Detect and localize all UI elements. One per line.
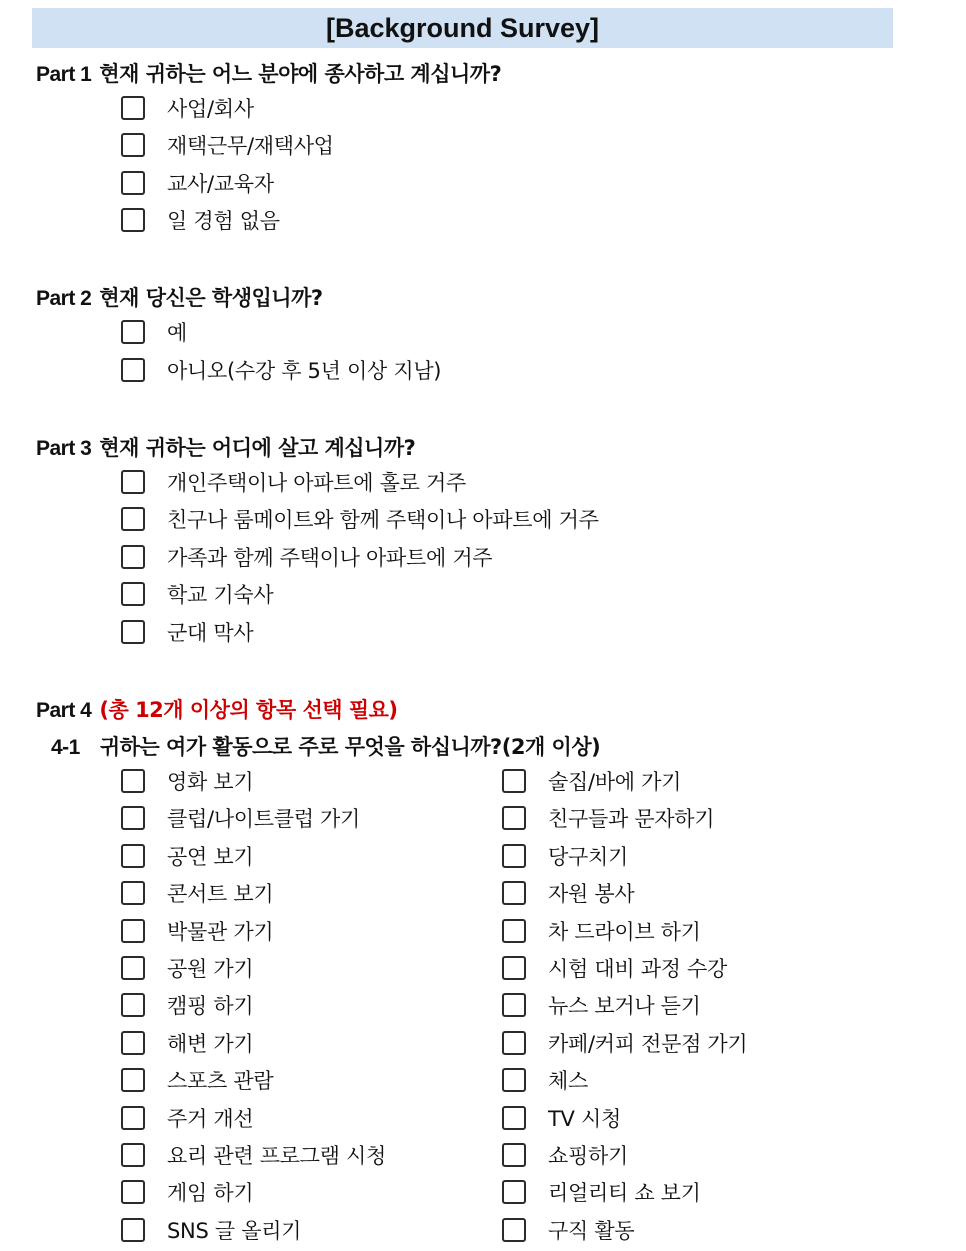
checkbox[interactable] (502, 919, 526, 943)
option-label: 박물관 가기 (167, 920, 274, 944)
q41-right-option[interactable] (502, 1103, 621, 1133)
q41-right-option[interactable] (502, 990, 701, 1020)
checkbox[interactable] (121, 1106, 145, 1130)
checkbox[interactable] (502, 1143, 526, 1167)
q41-left-option[interactable] (121, 916, 273, 946)
checkbox[interactable] (502, 806, 526, 830)
checkbox[interactable] (121, 919, 145, 943)
option-label: 시험 대비 과정 수강 (548, 957, 728, 981)
checkbox[interactable] (121, 358, 145, 382)
checkbox[interactable] (121, 1068, 145, 1092)
option-label: 친구나 룸메이트와 함께 주택이나 아파트에 거주 (167, 508, 599, 532)
option-label: 캠핑 하기 (167, 994, 254, 1018)
checkbox[interactable] (121, 133, 145, 157)
part3-option-alone[interactable] (121, 467, 466, 497)
option-label: 리얼리티 쇼 보기 (548, 1181, 701, 1205)
part3-question (36, 432, 415, 462)
checkbox[interactable] (121, 993, 145, 1017)
part4-header (36, 694, 398, 724)
checkbox[interactable] (121, 1143, 145, 1167)
option-label: 차 드라이브 하기 (548, 920, 701, 944)
part2-label: Part 2 (36, 287, 92, 310)
option-label: 자원 봉사 (548, 882, 635, 906)
checkbox[interactable] (502, 1218, 526, 1242)
checkbox[interactable] (121, 545, 145, 569)
q41-right-option[interactable] (502, 803, 714, 833)
checkbox[interactable] (502, 844, 526, 868)
q41-right-option[interactable] (502, 953, 727, 983)
q41-left-option[interactable] (121, 1215, 301, 1245)
part2-question (36, 282, 323, 312)
option-label: 당구치기 (548, 845, 628, 869)
option-label: 영화 보기 (167, 770, 254, 794)
checkbox[interactable] (121, 507, 145, 531)
checkbox[interactable] (502, 881, 526, 905)
q41-left-option[interactable] (121, 1177, 253, 1207)
part3-option-family[interactable] (121, 542, 492, 572)
q41-left-option[interactable] (121, 841, 253, 871)
q41-left-option[interactable] (121, 1103, 253, 1133)
option-label: 뉴스 보거나 듣기 (548, 994, 701, 1018)
checkbox[interactable] (121, 806, 145, 830)
q41-left-option[interactable] (121, 990, 253, 1020)
part3-question-text: 현재 귀하는 어디에 살고 계십니까? (99, 436, 416, 460)
part1-question (36, 58, 501, 88)
checkbox[interactable] (121, 1031, 145, 1055)
option-label: 아니오(수강 후 5년 이상 지남) (167, 359, 442, 383)
part1-option-no-experience[interactable] (121, 205, 280, 235)
q41-right-option[interactable] (502, 916, 701, 946)
part3-option-dormitory[interactable] (121, 579, 273, 609)
option-label: SNS 글 올리기 (167, 1219, 302, 1243)
checkbox[interactable] (121, 470, 145, 494)
option-label: 쇼핑하기 (548, 1144, 628, 1168)
checkbox[interactable] (121, 96, 145, 120)
part4-label: Part 4 (36, 699, 92, 722)
option-label: 게임 하기 (167, 1181, 254, 1205)
part1-label: Part 1 (36, 63, 92, 86)
option-label: 예 (167, 321, 187, 345)
option-label: 카페/커피 전문점 가기 (548, 1032, 748, 1056)
checkbox[interactable] (502, 769, 526, 793)
q41-question-text: 귀하는 여가 활동으로 주로 무엇을 하십니까?(2개 이상) (99, 735, 601, 759)
part1-option-teacher[interactable] (121, 168, 274, 198)
checkbox[interactable] (502, 1106, 526, 1130)
option-label: 요리 관련 프로그램 시청 (167, 1144, 386, 1168)
checkbox[interactable] (502, 1068, 526, 1092)
checkbox[interactable] (121, 956, 145, 980)
part3-option-roommate[interactable] (121, 504, 599, 534)
option-label: TV 시청 (548, 1107, 621, 1131)
q41-right-option[interactable] (502, 1028, 747, 1058)
part4-requirement: (총 12개 이상의 항목 선택 필요) (99, 698, 398, 722)
option-label: 클럽/나이트클럽 가기 (167, 807, 361, 831)
checkbox[interactable] (502, 956, 526, 980)
option-label: 가족과 함께 주택이나 아파트에 거주 (167, 546, 493, 570)
option-label: 해변 가기 (167, 1032, 254, 1056)
checkbox[interactable] (502, 1180, 526, 1204)
option-label: 주거 개선 (167, 1107, 254, 1131)
option-label: 공연 보기 (167, 845, 254, 869)
option-label: 학교 기숙사 (167, 583, 274, 607)
checkbox[interactable] (121, 769, 145, 793)
part3-label: Part 3 (36, 437, 92, 460)
checkbox[interactable] (121, 1180, 145, 1204)
q41-left-option[interactable] (121, 803, 360, 833)
q41-left-option[interactable] (121, 878, 273, 908)
checkbox[interactable] (121, 320, 145, 344)
q41-question (51, 731, 600, 761)
q41-left-option[interactable] (121, 1140, 386, 1170)
checkbox[interactable] (121, 1218, 145, 1242)
q41-left-option[interactable] (121, 1065, 273, 1095)
option-label: 교사/교육자 (167, 172, 274, 196)
option-label: 술집/바에 가기 (548, 770, 682, 794)
option-label: 군대 막사 (167, 621, 254, 645)
checkbox[interactable] (121, 582, 145, 606)
checkbox[interactable] (502, 993, 526, 1017)
part1-option-home-office[interactable] (121, 130, 334, 160)
q41-right-option[interactable] (502, 766, 681, 796)
q41-left-option[interactable] (121, 953, 253, 983)
checkbox[interactable] (121, 620, 145, 644)
checkbox[interactable] (121, 881, 145, 905)
option-label: 개인주택이나 아파트에 홀로 거주 (167, 471, 466, 495)
option-label: 공원 가기 (167, 957, 254, 981)
option-label: 사업/회사 (167, 97, 254, 121)
survey-title: [Background Survey] (325, 12, 600, 43)
q41-left-option[interactable] (121, 766, 253, 796)
q41-right-option[interactable] (502, 1177, 701, 1207)
option-label: 재택근무/재택사업 (167, 134, 334, 158)
checkbox[interactable] (121, 171, 145, 195)
checkbox[interactable] (121, 844, 145, 868)
option-label: 콘서트 보기 (167, 882, 274, 906)
option-label: 친구들과 문자하기 (548, 807, 715, 831)
q41-right-option[interactable] (502, 1140, 628, 1170)
q41-left-option[interactable] (121, 1028, 253, 1058)
q41-right-option[interactable] (502, 841, 628, 871)
part2-option-no[interactable] (121, 355, 441, 385)
part3-option-barracks[interactable] (121, 617, 253, 647)
part1-question-text: 현재 귀하는 어느 분야에 종사하고 계십니까? (99, 62, 502, 86)
option-label: 체스 (548, 1069, 588, 1093)
option-label: 일 경험 없음 (167, 209, 280, 233)
q41-right-option[interactable] (502, 1065, 588, 1095)
checkbox[interactable] (502, 1031, 526, 1055)
q41-right-option[interactable] (502, 878, 634, 908)
survey-title-bar (32, 8, 893, 48)
part2-option-yes[interactable] (121, 317, 187, 347)
part1-option-business[interactable] (121, 93, 254, 123)
part2-question-text: 현재 당신은 학생입니까? (99, 286, 323, 310)
q41-number: 4-1 (51, 736, 80, 759)
option-label: 스포츠 관람 (167, 1069, 274, 1093)
option-label: 구직 활동 (548, 1219, 635, 1243)
checkbox[interactable] (121, 208, 145, 232)
q41-right-option[interactable] (502, 1215, 634, 1245)
